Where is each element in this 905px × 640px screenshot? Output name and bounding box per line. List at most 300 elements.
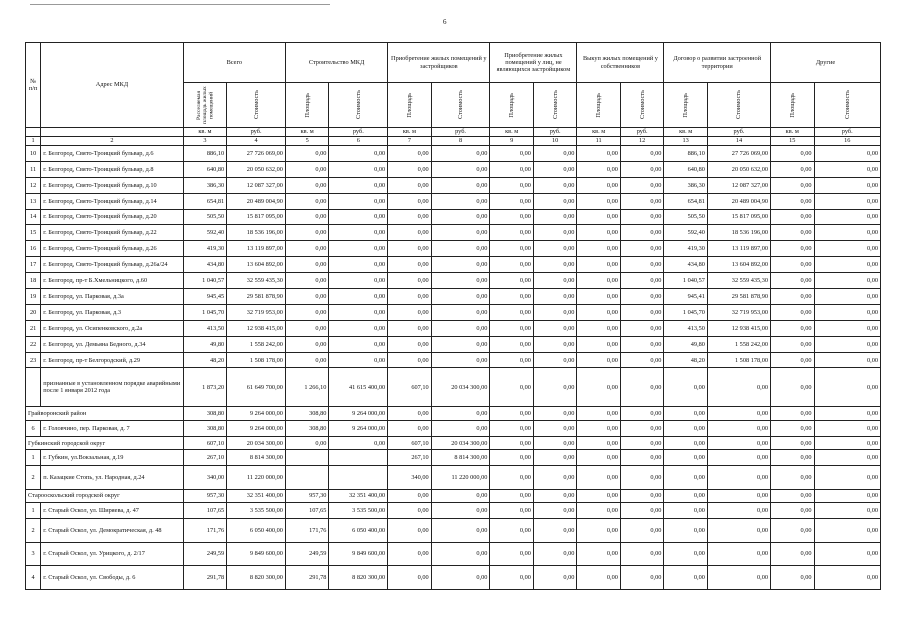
area-cell: 0,00 [771,304,815,320]
address-cell: г. Белгород, Свято-Троицкий бульвар, д.6 [41,146,183,162]
cost-cell: 9 264 000,00 [227,420,286,436]
cost-cell: 0,00 [814,336,880,352]
area-cell: 0,00 [490,450,534,466]
area-cell: 0,00 [577,420,621,436]
area-cell: 0,00 [490,436,534,450]
table-row [26,566,881,590]
area-cell: 0,00 [388,519,432,543]
cost-cell: 13 604 892,00 [707,257,770,273]
cost-cell: 0,00 [814,542,880,566]
col-number: 1 [26,137,41,146]
area-cell: 0,00 [490,466,534,490]
subheader-cost: Стоимость [735,90,743,120]
area-cell: 0,00 [771,320,815,336]
cost-cell: 0,00 [533,289,577,305]
cost-cell: 13 119 897,00 [707,241,770,257]
area-cell [285,466,329,490]
cost-cell: 0,00 [814,466,880,490]
area-cell: 0,00 [285,241,329,257]
cost-cell: 1 558 242,00 [707,336,770,352]
area-cell: 945,41 [664,289,708,305]
cost-cell: 0,00 [620,489,664,503]
row-number: 11 [26,161,41,177]
area-cell: 1 040,57 [664,273,708,289]
cost-cell: 20 034 300,00 [431,368,490,407]
area-cell: 0,00 [577,161,621,177]
row-number: 19 [26,289,41,305]
address-cell: г. Белгород, пр-т Б.Хмельницкого, д.60 [41,273,183,289]
area-cell: 0,00 [771,193,815,209]
area-cell: 0,00 [577,503,621,519]
cost-cell: 8 814 300,00 [431,450,490,466]
area-cell: 0,00 [490,407,534,421]
area-cell: 0,00 [664,450,708,466]
area-cell: 0,00 [664,436,708,450]
cost-cell: 15 817 095,00 [707,209,770,225]
page-number: 6 [443,18,447,26]
area-cell: 0,00 [285,177,329,193]
cost-cell: 0,00 [431,336,490,352]
area-cell: 0,00 [664,407,708,421]
cost-cell: 18 536 196,00 [707,225,770,241]
area-cell: 0,00 [577,289,621,305]
area-cell: 249,59 [285,542,329,566]
cost-cell: 0,00 [329,241,388,257]
cost-cell: 9 849 600,00 [329,542,388,566]
cost-cell: 0,00 [431,193,490,209]
area-cell: 434,80 [183,257,227,273]
cost-cell: 29 581 878,90 [227,289,286,305]
area-cell: 0,00 [664,519,708,543]
col-number: 14 [707,137,770,146]
cost-cell: 0,00 [620,177,664,193]
table-row [26,304,881,320]
area-cell: 0,00 [577,241,621,257]
cost-cell: 0,00 [814,450,880,466]
cost-cell: 0,00 [533,209,577,225]
area-cell: 1 045,70 [664,304,708,320]
cost-cell: 12 938 415,00 [707,320,770,336]
table-row [26,161,881,177]
area-cell: 640,80 [183,161,227,177]
area-cell: 0,00 [577,257,621,273]
cost-cell: 0,00 [707,542,770,566]
address-cell: г. Старый Оскол, ул. Демократическая, д. 48 [41,519,183,543]
unit-cost: руб. [329,128,388,137]
subheader-area: Площадь [682,92,690,118]
cost-cell: 0,00 [329,273,388,289]
area-cell: 0,00 [490,489,534,503]
cost-cell: 32 351 400,00 [329,489,388,503]
cost-cell: 20 034 300,00 [227,436,286,450]
table-row [26,368,881,407]
cost-cell: 0,00 [329,177,388,193]
area-cell: 0,00 [771,368,815,407]
address-cell: г. Губкин, ул.Вокзальная, д.19 [41,450,183,466]
row-number: 16 [26,241,41,257]
area-cell: 0,00 [771,336,815,352]
table-row [26,519,881,543]
area-cell: 0,00 [577,320,621,336]
area-cell: 0,00 [388,420,432,436]
row-number: 12 [26,177,41,193]
area-cell: 0,00 [577,352,621,368]
cost-cell: 0,00 [431,241,490,257]
area-cell: 0,00 [388,225,432,241]
table-row [26,450,881,466]
cost-cell: 13 119 897,00 [227,241,286,257]
cost-cell: 0,00 [814,352,880,368]
cost-cell: 0,00 [431,257,490,273]
area-cell: 48,20 [183,352,227,368]
cost-cell: 29 581 878,90 [707,289,770,305]
area-cell: 0,00 [490,273,534,289]
header-group: Всего [183,43,285,83]
cost-cell: 11 220 000,00 [227,466,286,490]
cost-cell: 0,00 [707,420,770,436]
address-cell: г. Белгород, Свято-Троицкий бульвар, д.22 [41,225,183,241]
area-cell: 0,00 [285,289,329,305]
area-cell: 654,81 [183,193,227,209]
area-cell: 413,50 [664,320,708,336]
area-cell: 0,00 [577,225,621,241]
cost-cell: 3 535 500,00 [329,503,388,519]
area-cell: 0,00 [577,368,621,407]
cost-cell: 0,00 [533,489,577,503]
cost-cell: 0,00 [431,420,490,436]
area-cell: 957,30 [183,489,227,503]
address-cell: г. Белгород, Свято-Троицкий бульвар, д.14 [41,193,183,209]
cost-cell: 20 489 004,90 [227,193,286,209]
area-cell: 0,00 [388,320,432,336]
area-cell: 49,80 [664,336,708,352]
area-cell: 0,00 [771,146,815,162]
area-cell: 0,00 [771,466,815,490]
area-cell: 0,00 [490,257,534,273]
cost-cell: 0,00 [431,566,490,590]
area-cell: 308,80 [183,420,227,436]
col-number: 7 [388,137,432,146]
subheader-cost: Стоимость [843,90,851,120]
area-cell: 0,00 [285,193,329,209]
area-cell: 505,50 [183,209,227,225]
cost-cell: 0,00 [329,161,388,177]
area-cell: 0,00 [771,420,815,436]
col-number: 10 [533,137,577,146]
area-cell: 0,00 [664,542,708,566]
cost-cell: 0,00 [707,566,770,590]
area-cell: 0,00 [388,566,432,590]
cost-cell: 0,00 [533,193,577,209]
area-cell: 0,00 [490,146,534,162]
area-cell: 0,00 [388,273,432,289]
cost-cell: 0,00 [620,503,664,519]
col-number: 11 [577,137,621,146]
unit-cost: руб. [620,128,664,137]
area-cell: 0,00 [388,352,432,368]
area-cell: 0,00 [577,466,621,490]
col-number: 12 [620,137,664,146]
cost-cell: 0,00 [533,503,577,519]
cost-cell: 12 938 415,00 [227,320,286,336]
area-cell: 0,00 [388,336,432,352]
address-cell: г. Старый Оскол, ул. Свободы, д. 6 [41,566,183,590]
area-cell: 0,00 [664,503,708,519]
area-cell: 0,00 [490,320,534,336]
area-cell: 0,00 [388,241,432,257]
area-cell: 886,10 [664,146,708,162]
cost-cell: 8 820 300,00 [329,566,388,590]
area-cell: 413,50 [183,320,227,336]
cost-cell: 0,00 [533,161,577,177]
area-cell: 0,00 [490,352,534,368]
area-cell: 0,00 [771,450,815,466]
row-number: 18 [26,273,41,289]
area-cell: 0,00 [388,209,432,225]
units-row [26,128,881,137]
table-row [26,320,881,336]
cost-cell: 32 719 953,00 [227,304,286,320]
area-cell: 0,00 [771,503,815,519]
cost-cell: 0,00 [814,519,880,543]
table-row [26,336,881,352]
area-cell: 0,00 [577,273,621,289]
subheader-cost: Стоимость [638,90,646,120]
table-row [26,420,881,436]
cost-cell: 0,00 [814,161,880,177]
column-number-row [26,137,881,146]
cost-cell: 13 604 892,00 [227,257,286,273]
cost-cell: 0,00 [620,566,664,590]
area-cell: 0,00 [664,466,708,490]
cost-cell: 41 615 400,00 [329,368,388,407]
area-cell: 1 045,70 [183,304,227,320]
col-number: 15 [771,137,815,146]
cost-cell: 0,00 [620,241,664,257]
area-cell: 654,81 [664,193,708,209]
area-cell: 0,00 [490,304,534,320]
area-cell: 386,30 [664,177,708,193]
cost-cell: 0,00 [533,368,577,407]
cost-cell: 9 264 000,00 [329,420,388,436]
address-cell: г. Белгород, ул. Парковая, д.3 [41,304,183,320]
area-cell: 0,00 [577,450,621,466]
cost-cell: 0,00 [620,368,664,407]
cost-cell: 0,00 [533,146,577,162]
cost-cell: 0,00 [431,161,490,177]
area-cell: 1 266,10 [285,368,329,407]
cost-cell: 0,00 [814,193,880,209]
row-number: 2 [26,519,41,543]
table-row [26,273,881,289]
cost-cell: 32 351 400,00 [227,489,286,503]
col-number: 9 [490,137,534,146]
unit-area: кв. м [771,128,815,137]
cost-cell: 3 535 500,00 [227,503,286,519]
area-cell: 48,20 [664,352,708,368]
table-row [26,542,881,566]
header-group: Строительство МКД [285,43,387,83]
area-cell: 340,00 [183,466,227,490]
area-cell: 0,00 [388,407,432,421]
row-number: 10 [26,146,41,162]
area-cell: 0,00 [285,320,329,336]
cost-cell: 6 050 400,00 [329,519,388,543]
cost-cell: 0,00 [814,320,880,336]
header-group: Договор о развитии застроенной территории [664,43,771,83]
cost-cell: 0,00 [533,304,577,320]
cost-cell: 1 558 242,00 [227,336,286,352]
area-cell: 267,10 [388,450,432,466]
area-cell: 291,78 [285,566,329,590]
area-cell: 0,00 [771,566,815,590]
area-cell: 0,00 [388,193,432,209]
area-cell: 291,78 [183,566,227,590]
cost-cell: 0,00 [814,420,880,436]
cost-cell: 0,00 [620,289,664,305]
cost-cell: 0,00 [431,542,490,566]
subheader-cost: Стоимость [457,90,465,120]
cost-cell: 0,00 [431,289,490,305]
cost-cell: 0,00 [814,225,880,241]
table-row [26,503,881,519]
district-name: Грайворонский район [26,407,184,421]
cost-cell: 0,00 [707,368,770,407]
area-cell: 0,00 [285,336,329,352]
area-cell: 0,00 [285,257,329,273]
cost-cell: 0,00 [814,273,880,289]
cost-cell: 0,00 [620,407,664,421]
cost-cell: 0,00 [707,436,770,450]
subheader-total-area: Расселяемая площадь жилых помещений [195,86,215,124]
cost-cell: 27 726 069,00 [707,146,770,162]
cost-cell: 0,00 [533,320,577,336]
area-cell: 0,00 [771,352,815,368]
cost-cell: 0,00 [620,320,664,336]
row-number: 1 [26,503,41,519]
cost-cell: 0,00 [814,257,880,273]
cost-cell: 0,00 [329,193,388,209]
cost-cell: 0,00 [431,503,490,519]
area-cell: 308,80 [183,407,227,421]
cost-cell: 0,00 [620,193,664,209]
area-cell: 0,00 [490,336,534,352]
cost-cell: 0,00 [329,225,388,241]
area-cell: 0,00 [388,161,432,177]
area-cell: 49,80 [183,336,227,352]
cost-cell: 0,00 [707,489,770,503]
cost-cell: 0,00 [533,466,577,490]
area-cell: 0,00 [388,304,432,320]
cost-cell: 0,00 [533,177,577,193]
cost-cell: 15 817 095,00 [227,209,286,225]
area-cell: 340,00 [388,466,432,490]
area-cell: 0,00 [490,542,534,566]
area-cell: 0,00 [388,289,432,305]
cost-cell: 11 220 000,00 [431,466,490,490]
area-cell: 0,00 [577,407,621,421]
address-cell: г. Белгород, ул. Демьяна Бедного, д.34 [41,336,183,352]
area-cell: 0,00 [490,241,534,257]
col-number: 3 [183,137,227,146]
area-cell: 107,65 [285,503,329,519]
cost-cell: 9 849 600,00 [227,542,286,566]
subtotal-row [26,489,881,503]
area-cell: 0,00 [771,542,815,566]
subheader-area: Площадь [595,92,603,118]
row-number: 1 [26,450,41,466]
cost-cell: 8 820 300,00 [227,566,286,590]
area-cell: 0,00 [285,304,329,320]
cost-cell: 32 559 435,30 [227,273,286,289]
area-cell: 0,00 [664,368,708,407]
cost-cell: 0,00 [329,336,388,352]
area-cell: 0,00 [490,519,534,543]
cost-cell: 12 087 327,00 [707,177,770,193]
cost-cell: 0,00 [329,320,388,336]
col-number: 4 [227,137,286,146]
cost-cell: 12 087 327,00 [227,177,286,193]
header-group: Приобретение жилых помещений у лиц, не являющихся застройщиком [490,43,577,83]
cost-cell: 0,00 [707,407,770,421]
area-cell: 0,00 [664,566,708,590]
scan-line [30,4,330,5]
cost-cell: 0,00 [431,209,490,225]
table-row [26,225,881,241]
cost-cell: 9 264 000,00 [227,407,286,421]
subheader-cost: Стоимость [252,90,260,120]
unit-area: кв. м [577,128,621,137]
area-cell: 592,40 [664,225,708,241]
area-cell: 0,00 [771,177,815,193]
area-cell: 308,80 [285,420,329,436]
cost-cell: 0,00 [533,336,577,352]
area-cell: 0,00 [577,177,621,193]
subheader-area: Площадь [303,92,311,118]
cost-cell: 0,00 [329,209,388,225]
unit-area: кв. м [490,128,534,137]
cost-cell: 0,00 [533,241,577,257]
row-number: 2 [26,466,41,490]
cost-cell: 0,00 [431,273,490,289]
row-number: 13 [26,193,41,209]
cost-cell: 0,00 [533,436,577,450]
cost-cell: 0,00 [329,146,388,162]
header-group: Выкуп жилых помещений у собственников [577,43,664,83]
area-cell: 957,30 [285,489,329,503]
unit-cost: руб. [533,128,577,137]
cost-cell: 0,00 [707,503,770,519]
cost-cell: 0,00 [533,519,577,543]
cost-cell: 0,00 [620,436,664,450]
subtotal-row [26,436,881,450]
area-cell: 171,76 [183,519,227,543]
area-cell: 0,00 [577,209,621,225]
table-row [26,146,881,162]
subheader-area: Площадь [508,92,516,118]
area-cell: 640,80 [664,161,708,177]
cost-cell: 9 264 000,00 [329,407,388,421]
area-cell: 0,00 [771,519,815,543]
cost-cell: 0,00 [431,407,490,421]
cost-cell: 0,00 [814,146,880,162]
cost-cell: 0,00 [620,519,664,543]
area-cell: 607,10 [183,436,227,450]
area-cell: 0,00 [388,146,432,162]
area-cell: 0,00 [490,161,534,177]
cost-cell: 0,00 [533,225,577,241]
subheader-area: Площадь [405,92,413,118]
